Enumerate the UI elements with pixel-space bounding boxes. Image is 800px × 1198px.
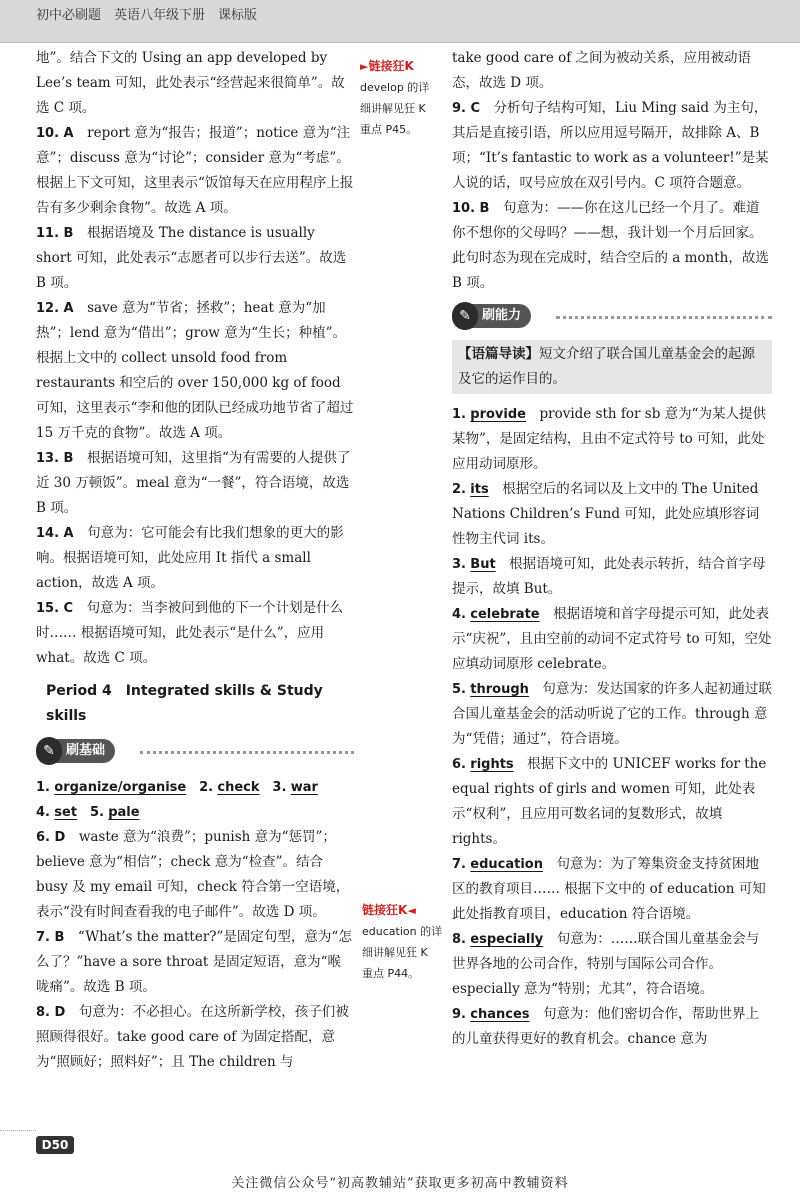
list-item [36, 296, 354, 446]
answer-word: check [217, 780, 260, 795]
list-item [36, 825, 354, 925]
side-note-develop [360, 56, 446, 140]
side-note-line: 细讲解见狂 K [360, 102, 426, 115]
answer-word: provide [470, 407, 526, 422]
list-item [452, 752, 772, 852]
item-text: 根据空后的名词以及上文中的 The United Nations Children’s Fund 可知，此处应填形容词性物主代词 its。 [452, 481, 760, 547]
list-item [36, 221, 354, 296]
list-item [452, 477, 772, 552]
list-item [452, 602, 772, 677]
item-text: save 意为“节省；拯救”；heat 意为“加热”；lend 意为“借出”；grow 意为“生长；种植”。根据上文中的 collect unsold food from restaurants 和空后的 over 150,000 kg of food 可知，这里表示“李和他的团队已经成功地节省了超过 15 万千克的食物”。故选 A 项。 [36, 300, 354, 441]
section-banner [452, 302, 772, 332]
side-note-link: 链接狂K [362, 903, 408, 917]
item-number: 7. B [36, 930, 65, 945]
header-title: 初中必刷题 英语八年级下册 课标版 [36, 8, 258, 23]
item-text: waste 意为“浪费”；punish 意为“惩罚”；believe 意为“相信”；check 意为“检查”。结合 busy 及 my email 可知，check 符合第一空语境，表示“没有时间查看我的电子邮件”。故选 D 项。 [36, 829, 350, 920]
item-number: 10. A [36, 126, 74, 141]
item-text: 句意为：……联合国儿童基金会与世界各地的公司合作，特别与国际公司合作。especially 意为“特别；尤其”，符合语境。 [452, 931, 760, 997]
answer-word: pale [108, 805, 140, 820]
item-number: 4. [452, 607, 466, 622]
side-note-education [362, 900, 448, 984]
item-number: 4. [36, 805, 50, 820]
item-text: provide sth for sb 意为“为某人提供某物”，是固定结构，且由不定式符号 to 可知，此处应用动词原形。 [452, 406, 767, 472]
item-number: 10. B [452, 201, 490, 216]
left-column [36, 46, 354, 1075]
side-note-line: 重点 P45。 [360, 123, 418, 136]
arrow-left-icon: ► [360, 60, 369, 73]
side-note-link: 链接狂K [368, 59, 414, 73]
list-item [452, 402, 772, 477]
header-bar [0, 0, 800, 43]
answer-word: organize/organise [54, 780, 187, 795]
item-number: 2. [452, 482, 466, 497]
side-note-line: education 的详 [362, 925, 443, 938]
list-item [452, 927, 772, 1002]
list-item [452, 96, 772, 196]
list-item [36, 521, 354, 596]
list-item [36, 596, 354, 671]
arrow-right-icon: ◄ [407, 904, 416, 917]
answer-word: But [470, 557, 496, 572]
item-text: 根据语境和首字母提示可知，此处表示“庆祝”，且由空前的动词不定式符号 to 可知，空处应填动词原形 celebrate。 [452, 606, 772, 672]
answer-line [36, 775, 354, 800]
dotted-divider [140, 751, 354, 754]
list-item [36, 46, 354, 121]
item-number: 1. [36, 780, 50, 795]
answer-word: set [54, 805, 78, 820]
item-text: 句意为：——你在这儿已经一个月了。难道你不想你的父母吗？——想，我计划一个月后回家。此句时态为现在完成时，结合空后的 a month，故选 B 项。 [452, 200, 769, 291]
footer-note: 关注微信公众号“初高教辅站”获取更多初高中教辅资料 [231, 1176, 569, 1191]
list-item [452, 552, 772, 602]
list-item [36, 121, 354, 221]
item-text: take good care of 之间为被动关系，应用被动语态，故选 D 项。 [452, 50, 752, 91]
right-column [452, 46, 772, 1052]
list-item [452, 677, 772, 752]
item-number: 2. [199, 780, 214, 795]
item-text: “What’s the matter?”是固定句型，意为“怎么了？”have a sore throat 是固定短语，意为“喉咙痛”。故选 B 项。 [36, 929, 352, 995]
item-text: 根据语境及 The distance is usually short 可知，此处表示“志愿者可以步行去送”。故选 B 项。 [36, 225, 347, 291]
item-number: 15. C [36, 601, 74, 616]
margin-dotted-line [0, 1130, 36, 1131]
answer-word: through [470, 682, 529, 697]
item-number: 8. [452, 932, 466, 947]
brush-icon: ✎ [452, 302, 478, 330]
side-note-line: 细讲解见狂 K [362, 946, 428, 959]
answer-word: especially [470, 932, 544, 947]
list-item [452, 852, 772, 927]
side-note-line: develop 的详 [360, 81, 430, 94]
banner-label: 刷基础 [38, 739, 115, 763]
item-number: 8. D [36, 1005, 66, 1020]
list-item [36, 1000, 354, 1075]
item-number: 3. [272, 780, 287, 795]
list-item [36, 925, 354, 1000]
item-number: 9. C [452, 101, 481, 116]
answer-word: celebrate [470, 607, 540, 622]
item-number: 14. A [36, 526, 74, 541]
guide-text: 短文介绍了联合国儿童基金会的起源及它的运作目的。 [458, 346, 755, 387]
item-number: 11. B [36, 226, 74, 241]
item-number: 6. [452, 757, 466, 772]
item-text: 句意为：它可能会有比我们想象的更大的影响。根据语境可知，此处应用 It 指代 a small action，故选 A 项。 [36, 525, 344, 591]
banner-label: 刷能力 [454, 304, 531, 328]
item-number: 12. A [36, 301, 74, 316]
item-number: 5. [89, 805, 104, 820]
item-number: 1. [452, 407, 466, 422]
item-text: 根据语境可知，此处表示转折，结合首字母提示，故填 But。 [452, 556, 766, 597]
item-number: 6. D [36, 830, 66, 845]
list-item [452, 1002, 772, 1052]
item-number: 3. [452, 557, 466, 572]
brush-icon: ✎ [36, 737, 62, 765]
item-text: 地”。结合下文的 Using an app developed by Lee’s team 可知，此处表示“经营起来很简单”。故选 C 项。 [36, 50, 345, 116]
item-text: 句意为：为了筹集资金支持贫困地区的教育项目…… 根据下文中的 of education 可知此处指教育项目，education 符合语境。 [452, 856, 766, 922]
page-number: D50 [36, 1136, 74, 1154]
item-number: 9. [452, 1007, 466, 1022]
item-text: 根据下文中的 UNICEF works for the equal rights of girls and women 可知，此处表示“权利”，且应用可数名词的复数形式，故填 rights。 [452, 756, 767, 847]
reading-guide [452, 340, 772, 394]
answer-word: rights [470, 757, 514, 772]
item-text: 根据语境可知，这里指“为有需要的人提供了近 30 万顿饭”。meal 意为“一餐”，符合语境，故选 B 项。 [36, 450, 351, 516]
item-text: 句意为：不必担心。在这所新学校，孩子们被照顾得很好。take good care of 为固定搭配，意为“照顾好；照料好”；且 The children 与 [36, 1004, 349, 1070]
item-text: 句意为：当李被问到他的下一个计划是什么时…… 根据语境可知，此处表示“是什么”，应用 what。故选 C 项。 [36, 600, 344, 666]
item-text: 句意为：发达国家的许多人起初通过联合国儿童基金会的活动听说了它的工作。through 意为“凭借；通过”，符合语境。 [452, 681, 772, 747]
answer-word: war [290, 780, 318, 795]
answer-word: education [470, 857, 543, 872]
list-item [452, 46, 772, 96]
period-title: Period 4 Integrated skills & Study skills [46, 683, 323, 724]
item-number: 5. [452, 682, 466, 697]
answer-line [36, 800, 354, 825]
list-item [452, 196, 772, 296]
answer-word: chances [470, 1007, 530, 1022]
item-number: 13. B [36, 451, 74, 466]
item-text: report 意为“报告；报道”；notice 意为“注意”；discuss 意为“讨论”；consider 意为“考虑”。根据上下文可知，这里表示“饭馆每天在应用程序上报告有多少剩余食物”。故选 A 项。 [36, 125, 354, 216]
list-item [36, 446, 354, 521]
section-banner [36, 737, 354, 767]
side-note-line: 重点 P44。 [362, 967, 420, 980]
guide-label: 【语篇导读】 [458, 346, 539, 362]
item-text: 句意为：他们密切合作，帮助世界上的儿童获得更好的教育机会。chance 意为 [452, 1006, 760, 1047]
item-text: 分析句子结构可知，Liu Ming said 为主句，其后是直接引语，所以应用逗号隔开，故排除 A、B 项；“It’s fantastic to work as a volunteer!”是某人说的话，叹号应放在双引号内。C 项符合题意。 [452, 100, 769, 191]
item-number: 7. [452, 857, 466, 872]
dotted-divider [556, 316, 772, 319]
answer-word: its [470, 482, 489, 497]
